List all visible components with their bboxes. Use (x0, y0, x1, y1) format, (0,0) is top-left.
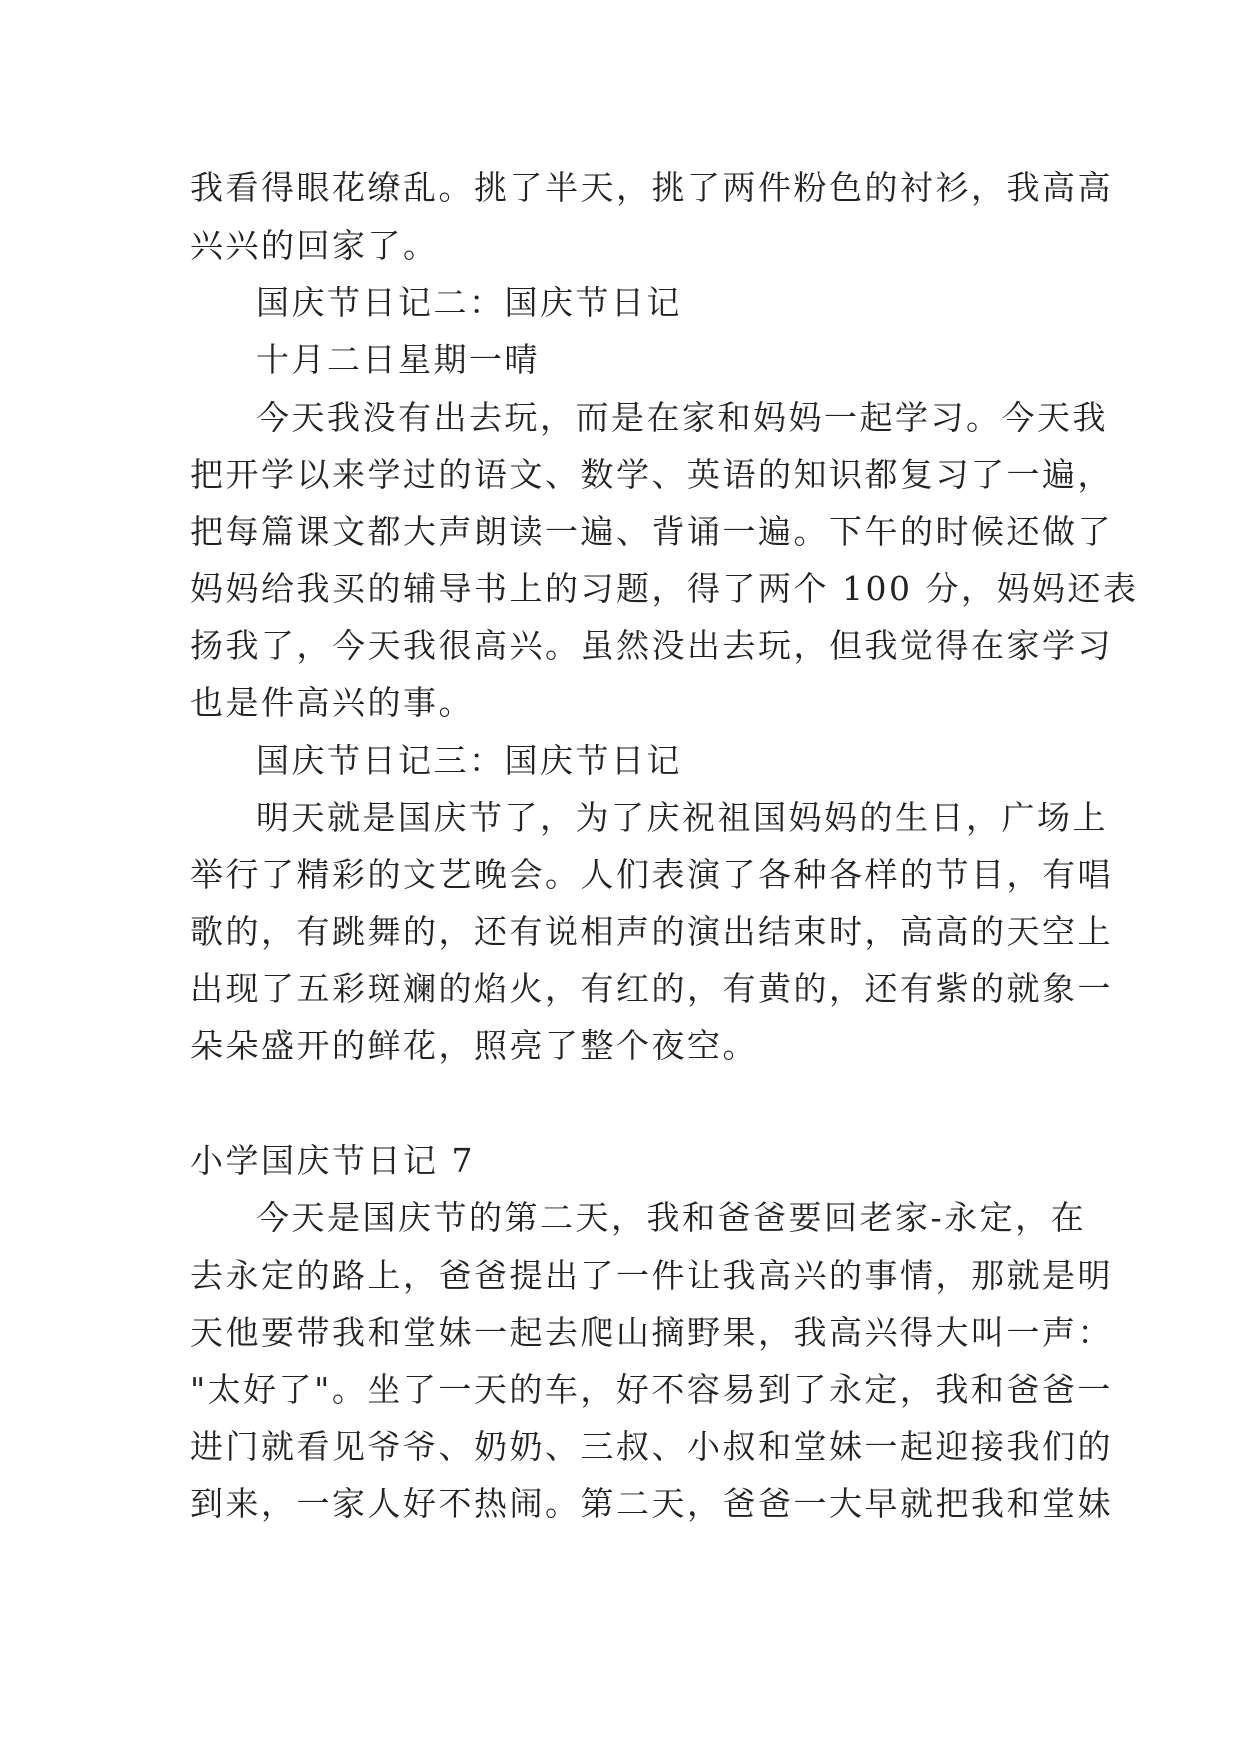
section-heading: 国庆节日记二：国庆节日记 (256, 283, 682, 322)
article-title: 小学国庆节日记 7 (190, 1141, 475, 1180)
paragraph-line: 把每篇课文都大声朗读一遍、背诵一遍。下午的时候还做了 (190, 512, 1113, 551)
paragraph-line: 朵朵盛开的鲜花，照亮了整个夜空。 (190, 1026, 758, 1065)
paragraph-line: 今天我没有出去玩，而是在家和妈妈一起学习。今天我 (256, 398, 1108, 437)
paragraph-line: 妈妈给我买的辅导书上的习题，得了两个 100 分，妈妈还表 (190, 569, 1139, 608)
diary-date-line: 十月二日星期一晴 (256, 340, 540, 379)
section-heading: 国庆节日记三：国庆节日记 (256, 741, 682, 780)
paragraph-line: 我看得眼花缭乱。挑了半天，挑了两件粉色的衬衫，我高高 (190, 168, 1113, 207)
paragraph-line: 把开学以来学过的语文、数学、英语的知识都复习了一遍， (190, 455, 1113, 494)
paragraph-line: 进门就看见爷爷、奶奶、三叔、小叔和堂妹一起迎接我们的 (190, 1427, 1113, 1466)
paragraph-line: 今天是国庆节的第二天，我和爸爸要回老家-永定，在 (256, 1198, 1087, 1237)
paragraph-line: 明天就是国庆节了，为了庆祝祖国妈妈的生日，广场上 (256, 798, 1108, 837)
paragraph-line: 也是件高兴的事。 (190, 683, 474, 722)
paragraph-line: 兴兴的回家了。 (190, 226, 439, 265)
paragraph-line: 扬我了，今天我很高兴。虽然没出去玩，但我觉得在家学习 (190, 626, 1113, 665)
paragraph-line: 去永定的路上，爸爸提出了一件让我高兴的事情，那就是明 (190, 1256, 1113, 1295)
paragraph-line: 天他要带我和堂妹一起去爬山摘野果，我高兴得大叫一声： (190, 1313, 1113, 1352)
paragraph-line: 举行了精彩的文艺晚会。人们表演了各种各样的节目，有唱 (190, 855, 1113, 894)
paragraph-line: "太好了"。坐了一天的车，好不容易到了永定，我和爸爸一 (190, 1370, 1113, 1409)
paragraph-line: 歌的，有跳舞的，还有说相声的演出结束时，高高的天空上 (190, 912, 1113, 951)
paragraph-line: 到来，一家人好不热闹。第二天，爸爸一大早就把我和堂妹 (190, 1484, 1113, 1523)
paragraph-line: 出现了五彩斑斓的焰火，有红的，有黄的，还有紫的就象一 (190, 969, 1113, 1008)
